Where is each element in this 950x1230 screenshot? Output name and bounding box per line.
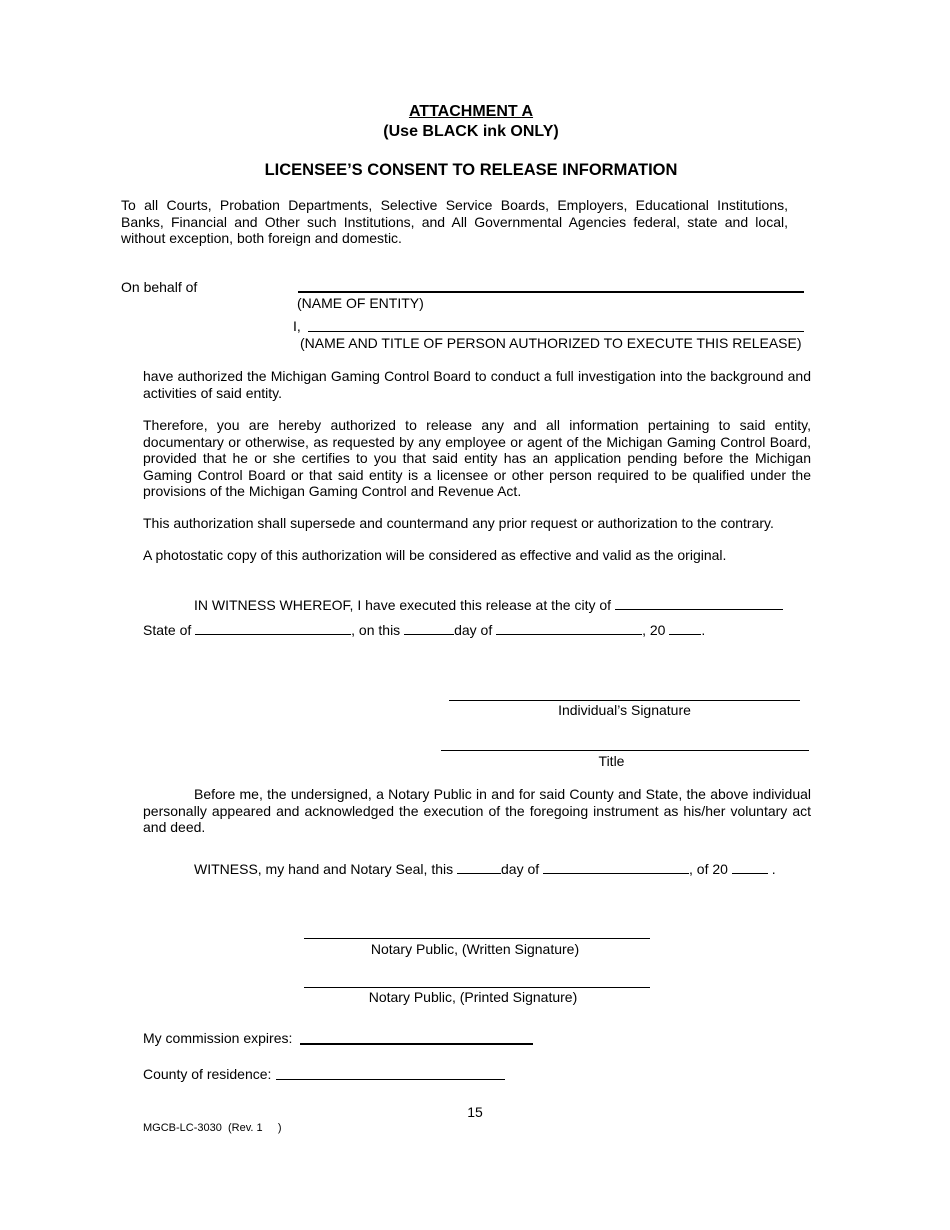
- person-name-line[interactable]: [308, 331, 804, 332]
- person-caption: (NAME AND TITLE OF PERSON AUTHORIZED TO EXECUTE THIS RELEASE): [300, 335, 802, 351]
- notary-witness-line: [194, 860, 776, 878]
- notary-day-field[interactable]: [457, 860, 501, 874]
- county-label: County of residence:: [143, 1066, 272, 1082]
- intro-paragraph: To all Courts, Probation Departments, Selective Service Boards, Employers, Educational Institutions, Banks, Financial and Other such Institutions, and All Governmental Agencies federal, state and local, without exception, both foreign and domestic.: [121, 197, 788, 246]
- notary-paragraph: Before me, the undersigned, a Notary Public in and for said County and State, the above individual personally appeared and acknowledged the execution of the foregoing instrument as his/her voluntary act and deed.: [143, 786, 811, 835]
- form-code: MGCB-LC-3030 (Rev. 1 ): [143, 1122, 282, 1134]
- title-line[interactable]: [441, 750, 809, 751]
- entity-caption: (NAME OF ENTITY): [297, 295, 424, 311]
- notary-printed-signature-line[interactable]: [304, 987, 650, 988]
- entity-name-line[interactable]: [298, 291, 804, 293]
- individual-signature-caption: Individual’s Signature: [558, 702, 691, 718]
- notary-witness-text: WITNESS, my hand and Notary Seal, this: [194, 861, 454, 877]
- year-prefix-label: , 20: [642, 622, 666, 638]
- day-field[interactable]: [404, 621, 454, 635]
- attachment-title: ATTACHMENT A: [408, 103, 534, 120]
- year-field[interactable]: [669, 621, 701, 635]
- notary-written-caption: Notary Public, (Written Signature): [370, 941, 580, 957]
- witness-whereof-text: IN WITNESS WHEREOF, I have executed this release at the city of: [194, 597, 612, 613]
- on-this-label: , on this: [351, 622, 401, 638]
- title-caption: Title: [598, 753, 625, 769]
- day-of-label: day of: [454, 622, 493, 638]
- page-number: 15: [467, 1104, 483, 1120]
- on-behalf-label: On behalf of: [121, 279, 198, 295]
- notary-month-field[interactable]: [543, 860, 689, 874]
- city-field[interactable]: [615, 596, 783, 610]
- state-field[interactable]: [195, 621, 351, 635]
- individual-signature-line[interactable]: [449, 700, 800, 701]
- notary-year-field[interactable]: [732, 860, 768, 874]
- notary-printed-caption: Notary Public, (Printed Signature): [368, 989, 578, 1005]
- therefore-paragraph: Therefore, you are hereby authorized to release any and all information pertaining to said entity, documentary or otherwise, as requested by any employee or agent of the Michigan Gaming Control Board, provided that he or she certifies to you that said entity has an application pending before the Michigan Gaming Control Board or that said entity is a licensee or other person required to be qualified under the provisions of the Michigan Gaming Control and Revenue Act.: [143, 417, 811, 499]
- witness-whereof-line: [194, 596, 783, 614]
- commission-field[interactable]: [300, 1043, 533, 1045]
- commission-label: My commission expires:: [143, 1030, 293, 1046]
- witness-period: .: [701, 622, 706, 638]
- notary-day-of-label: day of: [501, 861, 540, 877]
- state-date-line: [143, 621, 705, 639]
- form-title: LICENSEE’S CONSENT TO RELEASE INFORMATION: [264, 161, 678, 179]
- state-of-label: State of: [143, 622, 192, 638]
- notary-period: .: [771, 861, 776, 877]
- ink-instruction: (Use BLACK ink ONLY): [383, 123, 559, 140]
- photostatic-paragraph: A photostatic copy of this authorization will be considered as effective and valid as the original.: [143, 547, 727, 563]
- notary-year-prefix: , of 20: [689, 861, 728, 877]
- authorized-paragraph: have authorized the Michigan Gaming Control Board to conduct a full investigation into the background and activities of said entity.: [143, 368, 811, 401]
- county-field[interactable]: [276, 1079, 505, 1080]
- month-field[interactable]: [496, 621, 642, 635]
- i-label: I,: [293, 318, 301, 334]
- supersede-paragraph: This authorization shall supersede and countermand any prior request or authorization to the contrary.: [143, 515, 774, 531]
- notary-written-signature-line[interactable]: [304, 938, 650, 939]
